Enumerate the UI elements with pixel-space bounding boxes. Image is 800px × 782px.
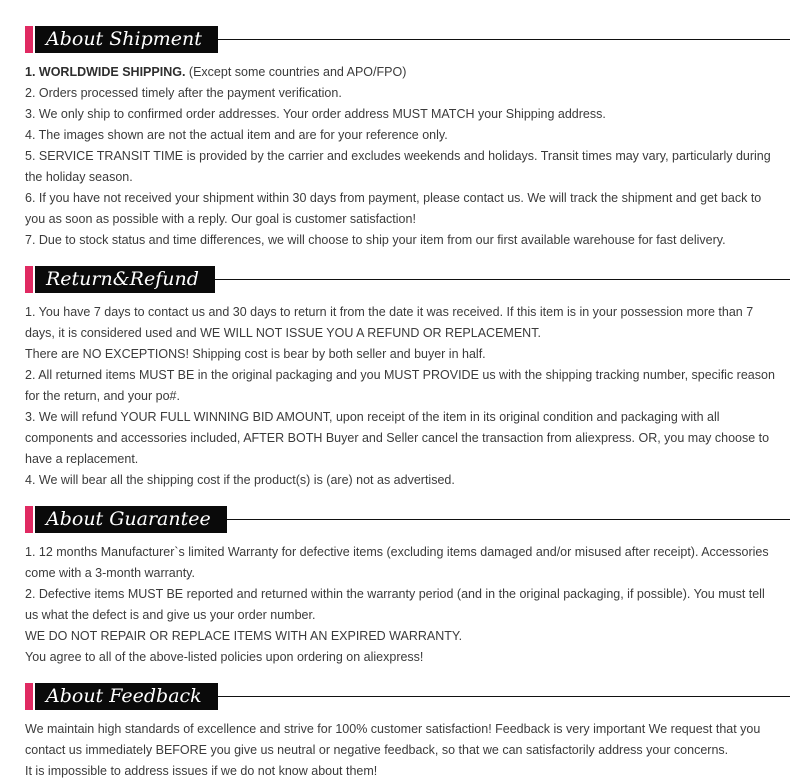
policy-line: 4. We will bear all the shipping cost if the product(s) is (are) not as advertised.	[25, 473, 455, 487]
policy-line: WE DO NOT REPAIR OR REPLACE ITEMS WITH AN EXPIRED WARRANTY.	[25, 629, 463, 643]
pink-accent-bar	[25, 683, 33, 710]
section-body-return-refund	[25, 302, 790, 491]
policy-line: 2. All returned items MUST BE in the original packaging and you MUST PROVIDE us with the shipping tracking number, specific reason for the return, and your po#.	[25, 368, 775, 403]
header-rule	[227, 519, 790, 520]
section-shipment	[25, 26, 790, 251]
policy-line-bold: 1. WORLDWIDE SHIPPING.	[25, 65, 186, 79]
policy-line: 5. SERVICE TRANSIT TIME is provided by the carrier and excludes weekends and holidays. Transit times may vary, particularly during the holiday season.	[25, 149, 771, 184]
policy-line: 3. We only ship to confirmed order addresses. Your order address MUST MATCH your Shipping address.	[25, 107, 606, 121]
header-rule	[218, 696, 790, 697]
section-header-return-refund	[25, 266, 790, 293]
section-title-box	[35, 683, 218, 710]
policy-line: We maintain high standards of excellence and strive for 100% customer satisfaction! Feedback is very important We request that you contact us immediately BEFORE you give us neutral or negative feedback, so that we can satisfactorily address your concerns.	[25, 722, 761, 757]
section-header-guarantee	[25, 506, 790, 533]
section-title-return-refund: Return&Refund	[46, 267, 199, 290]
policy-line: It is impossible to address issues if we do not know about them!	[25, 764, 378, 778]
pink-accent-bar	[25, 506, 33, 533]
policy-line: 2. Defective items MUST BE reported and returned within the warranty period (and in the original packaging, if possible). You must tell us what the defect is and give us your order number.	[25, 587, 765, 622]
policy-line: 1. You have 7 days to contact us and 30 days to return it from the date it was received. If this item is in your possession more than 7 days, it is considered used and WE WILL NOT ISSUE YOU A REFUND OR REPLACEMENT.	[25, 305, 754, 340]
section-body-shipment	[25, 62, 790, 251]
section-header-shipment	[25, 26, 790, 53]
policy-line: 4. The images shown are not the actual item and are for your reference only.	[25, 128, 448, 142]
section-title-guarantee: About Guarantee	[46, 507, 211, 530]
policy-line: There are NO EXCEPTIONS! Shipping cost is bear by both seller and buyer in half.	[25, 347, 486, 361]
policy-line: 6. If you have not received your shipment within 30 days from payment, please contact us. We will track the shipment and get back to you as soon as possible with a reply. Our goal is customer satisfaction!	[25, 191, 762, 226]
section-body-guarantee	[25, 542, 790, 668]
policy-line: 1. 12 months Manufacturer`s limited Warranty for defective items (excluding items damaged and/or misused after receipt). Accessories come with a 3-month warranty.	[25, 545, 769, 580]
header-rule	[215, 279, 790, 280]
section-header-feedback	[25, 683, 790, 710]
pink-accent-bar	[25, 26, 33, 53]
section-title-box	[35, 506, 227, 533]
policy-line: 3. We will refund YOUR FULL WINNING BID AMOUNT, upon receipt of the item in its original condition and packaging with all components and accessories included, AFTER BOTH Buyer and Seller cancel the transaction from aliexpress. OR, you may choose to have a replacement.	[25, 410, 770, 466]
policy-line-rest: (Except some countries and APO/FPO)	[185, 65, 407, 79]
policy-line	[25, 62, 775, 83]
section-return-refund	[25, 266, 790, 491]
section-body-feedback	[25, 719, 790, 782]
policy-line: You agree to all of the above-listed policies upon ordering on aliexpress!	[25, 650, 424, 664]
header-rule	[218, 39, 790, 40]
policy-line: 7. Due to stock status and time differences, we will choose to ship your item from our first available warehouse for fast delivery.	[25, 233, 726, 247]
pink-accent-bar	[25, 266, 33, 293]
section-feedback	[25, 683, 790, 782]
section-title-shipment: About Shipment	[46, 27, 202, 50]
policy-line: 2. Orders processed timely after the payment verification.	[25, 86, 342, 100]
section-title-box	[35, 26, 218, 53]
section-title-box	[35, 266, 215, 293]
section-guarantee	[25, 506, 790, 668]
section-title-feedback: About Feedback	[46, 684, 202, 707]
